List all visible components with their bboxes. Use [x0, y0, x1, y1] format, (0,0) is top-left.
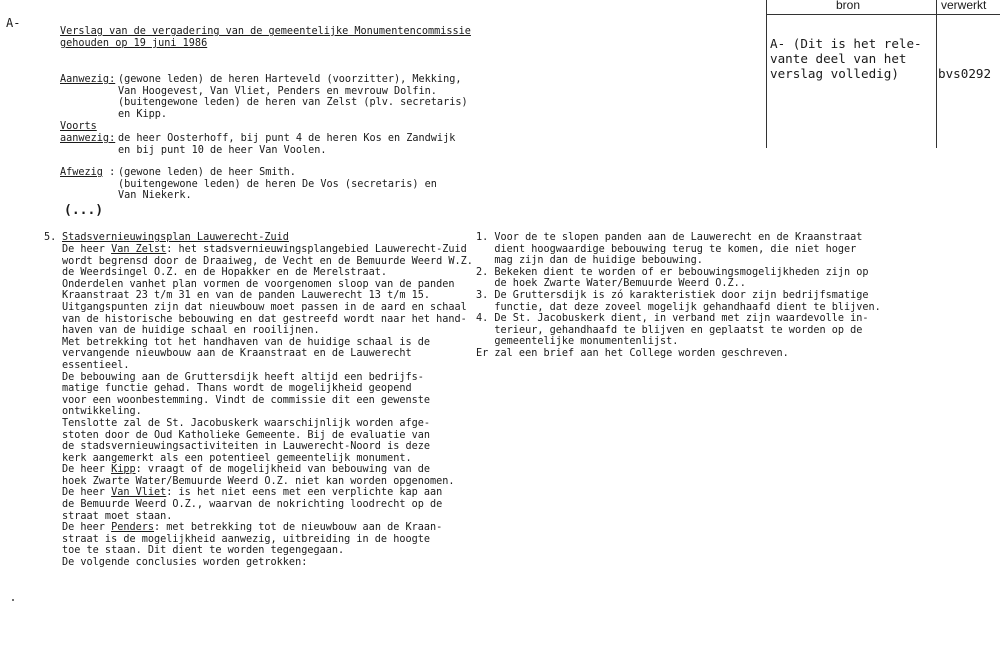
verwerkt-cell: bvs0292	[938, 66, 992, 81]
section-body-line	[62, 290, 473, 302]
conclusion-number	[476, 302, 494, 313]
conclusion-number	[476, 244, 494, 255]
document-title-line-1: Verslag van de vergadering van de gemeentelijke Monumentencommissie	[60, 26, 471, 37]
line-text: Kraanstraat 23 t/m 31 en van de panden Lauwerecht 13 t/m 15.	[62, 290, 431, 302]
column-header-verwerkt: verwerkt	[941, 0, 987, 12]
line-text: toe te staan. Dit dient te worden tegengegaan.	[62, 545, 345, 557]
line-text: wordt begrensd door de Draaiweg, de Vecht en de Bemuurde Weerd W.Z.	[62, 255, 473, 267]
conclusion-line	[476, 325, 881, 337]
speaker-name: Kipp	[111, 464, 136, 476]
line-text: de Bemuurde Weerd O.Z., waarvan de nokrichting loodrecht op de	[62, 499, 443, 511]
line-text: de Weerdsingel O.Z. en de Hopakker en de Merelstraat.	[62, 267, 388, 279]
section-body-line	[62, 557, 473, 569]
section-number: 5.	[44, 232, 57, 243]
conclusion-line	[476, 255, 881, 267]
line-text: De heer	[62, 464, 112, 476]
section-body-line	[62, 406, 473, 418]
section-body-line	[62, 453, 473, 465]
bron-line: verslag volledig)	[770, 66, 899, 81]
closing-note: Er zal een brief aan het College worden geschreven.	[476, 347, 789, 359]
conclusion-line	[476, 267, 881, 279]
line-text: De volgende conclusies worden getrokken:	[62, 557, 308, 569]
line-text: : is het niet eens met een verplichte kap aan	[166, 487, 443, 499]
present-line: Van Hoogevest, Van Vliet, Penders en mevrouw Dolfin.	[118, 85, 437, 97]
line-text: Met betrekking tot het handhaven van de huidige schaal is de	[62, 336, 431, 348]
document-title-line-2: gehouden op 19 juni 1986	[60, 38, 208, 49]
absent-label-wrap	[60, 167, 115, 179]
conclusion-number	[476, 336, 494, 347]
bron-line: vante deel van het	[770, 51, 907, 66]
present-label: Aanwezig:	[60, 74, 116, 85]
absent-line: (buitengewone leden) de heren De Vos (secretaris) en	[118, 178, 437, 190]
source-table-mid-rule	[936, 0, 937, 148]
line-text: stoten door de Oud Katholieke Gemeente. Bij de evaluatie van	[62, 429, 431, 441]
page-speck	[12, 599, 14, 601]
section-body-line	[62, 534, 473, 546]
bron-cell	[770, 36, 922, 81]
conclusion-line	[476, 302, 881, 314]
line-text: van de historische bebouwing en dat gestreefd wordt naar het hand-	[62, 313, 467, 325]
conclusion-number	[476, 325, 494, 336]
line-text: straat is de mogelijkheid aanwezig, uitbreiding in de hoogte	[62, 533, 431, 545]
absent-list	[118, 167, 437, 202]
absent-line: Van Niekerk.	[118, 190, 192, 202]
line-text: straat moet staan.	[62, 510, 173, 522]
present-line: (buitengewone leden) de heren van Zelst (plv. secretaris)	[118, 97, 468, 109]
section-body-line	[62, 383, 473, 395]
line-text: : met betrekking tot de nieuwbouw aan de Kraan-	[154, 522, 443, 534]
absent-label: Afwezig	[60, 167, 103, 178]
section-body-line	[62, 511, 473, 523]
conclusion-line	[476, 313, 881, 325]
line-text: : het stadsvernieuwingsplangebied Lauwerecht-Zuid	[166, 244, 467, 255]
conclusion-line	[476, 232, 881, 244]
line-text: : vraagt of de mogelijkheid van bebouwing van de	[135, 464, 431, 476]
section-body-line	[62, 476, 473, 488]
line-text: De heer	[62, 522, 112, 534]
absent-line: (gewone leden) de heer Smith.	[118, 167, 296, 178]
line-text: De heer	[62, 487, 112, 499]
conclusion-line	[476, 336, 881, 348]
also-present-line: de heer Oosterhoff, bij punt 4 de heren Kos en Zandwijk	[118, 133, 456, 144]
conclusion-text: gemeentelijke monumentenlijst.	[494, 336, 679, 348]
conclusion-text: de hoek Zwarte Water/Bemuurde Weerd O.Z..	[494, 278, 746, 290]
conclusion-text: Bekeken dient te worden of er bebouwingsmogelijkheden zijn op	[494, 266, 869, 278]
line-text: De heer	[62, 244, 112, 255]
bron-line: A- (Dit is het rele-	[770, 36, 922, 51]
section-body	[62, 244, 473, 569]
column-header-bron: bron	[836, 0, 861, 12]
conclusion-text: functie, dat deze zoveel mogelijk gehandhaafd dient te blijven.	[494, 301, 881, 313]
also-present-label-1: Voorts	[60, 121, 97, 132]
section-body-line	[62, 395, 473, 407]
line-text: Uitgangspunten zijn dat nieuwbouw moet passen in de aard en schaal	[62, 301, 467, 313]
absent-colon: :	[102, 167, 116, 178]
section-body-line	[62, 314, 473, 326]
conclusion-text: terieur, gehandhaafd te blijven en geplaatst te worden op de	[494, 324, 863, 336]
conclusion-number: 1.	[476, 232, 495, 243]
conclusion-number: 2.	[476, 266, 495, 278]
omission-marker: (...)	[64, 203, 104, 218]
line-text: ontwikkeling.	[62, 406, 142, 418]
line-text: hoek Zwarte Water/Bemuurde Weerd O.Z. niet kan worden opgenomen.	[62, 475, 455, 487]
present-line: (gewone leden) de heren Harteveld (voorzitter), Mekking,	[118, 74, 462, 85]
also-present-label-2: aanwezig:	[60, 133, 116, 144]
conclusions-list	[476, 232, 881, 360]
line-text: haven van de huidige schaal en rooilijnen.	[62, 325, 320, 337]
source-table-left-rule	[766, 0, 767, 148]
margin-mark: A-	[6, 16, 21, 30]
conclusion-line	[476, 244, 881, 256]
section-body-line	[62, 348, 473, 360]
section-body-line	[62, 545, 473, 557]
section-heading: Stadsvernieuwingsplan Lauwerecht-Zuid	[62, 232, 289, 243]
conclusion-text: De St. Jacobuskerk dient, in verband met zijn waardevolle in-	[494, 313, 869, 325]
line-text: matige functie gehad. Thans wordt de mogelijkheid geopend	[62, 383, 412, 395]
line-text: vervangende nieuwbouw aan de Kraanstraat en de Lauwerecht	[62, 348, 412, 360]
section-body-line	[62, 279, 473, 291]
section-body-line	[62, 325, 473, 337]
section-body-line	[62, 337, 473, 349]
section-body-line	[62, 441, 473, 453]
speaker-name: Van Zelst	[111, 244, 167, 255]
section-body-line	[62, 499, 473, 511]
speaker-name: Van Vliet	[111, 487, 167, 499]
line-text: de stadsvernieuwingsactiviteiten in Lauwerecht-Noord is deze	[62, 441, 431, 453]
line-text: Tenslotte zal de St. Jacobuskerk waarschijnlijk worden afge-	[62, 417, 431, 429]
conclusion-number: 4.	[476, 313, 495, 325]
source-table-header-rule	[766, 14, 1000, 15]
section-body-line	[62, 372, 473, 384]
line-text: voor een woonbestemming. Vindt de commissie dit een gewenste	[62, 394, 431, 406]
line-text: essentieel.	[62, 359, 130, 371]
section-body-line	[62, 267, 473, 279]
conclusion-number	[476, 255, 494, 266]
line-text: kerk aangemerkt als een potentieel gemeentelijk monument.	[62, 452, 412, 464]
line-text: De bebouwing aan de Gruttersdijk heeft altijd een bedrijfs-	[62, 371, 424, 383]
conclusion-text: Voor de te slopen panden aan de Lauwerecht en de Kraanstraat	[494, 232, 863, 243]
also-present-line: en bij punt 10 de heer Van Voolen.	[118, 144, 327, 156]
conclusion-text: dient hoogwaardige bebouwing terug te komen, die niet hoger	[494, 243, 857, 255]
section-body-line	[62, 302, 473, 314]
conclusion-number	[476, 278, 494, 289]
line-text: Onderdelen vanhet plan vormen de voorgenomen sloop van de panden	[62, 278, 455, 290]
conclusion-text: De Gruttersdijk is zó karakteristiek door zijn bedrijfsmatige	[494, 289, 869, 301]
also-present-list	[118, 133, 455, 156]
present-list	[118, 74, 468, 120]
section-body-line	[62, 430, 473, 442]
present-line: en Kipp.	[118, 108, 168, 120]
speaker-name: Penders	[111, 522, 155, 534]
section-body-line	[62, 464, 473, 476]
section-body-line	[62, 522, 473, 534]
section-body-line	[62, 418, 473, 430]
section-body-line	[62, 256, 473, 268]
conclusion-line	[476, 290, 881, 302]
conclusion-text: mag zijn dan de huidige bebouwing.	[494, 255, 703, 267]
conclusion-number: 3.	[476, 289, 495, 301]
section-body-line	[62, 487, 473, 499]
conclusion-line	[476, 278, 881, 290]
section-body-line	[62, 360, 473, 372]
section-body-line	[62, 244, 473, 256]
